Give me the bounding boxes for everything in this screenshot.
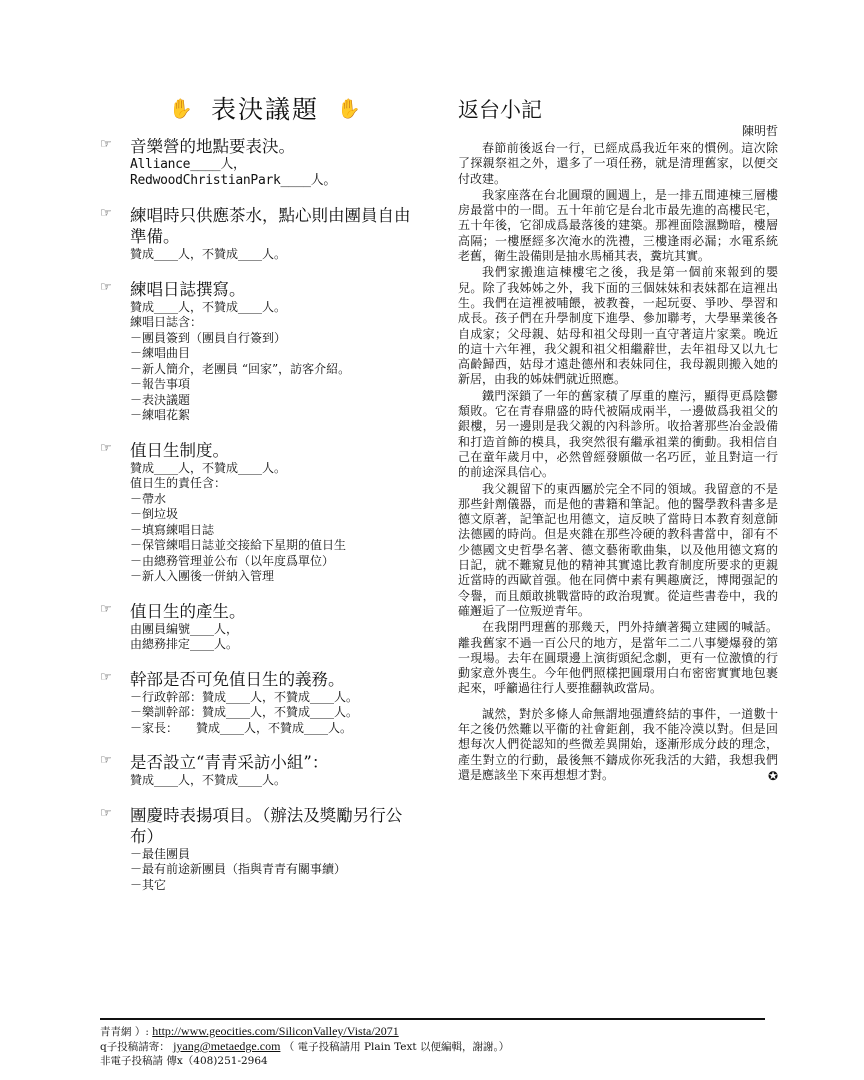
agenda-item-heading: 值日生的產生。 [130,601,246,621]
footer-fax-line: 非電子投稿請 傳x（408)251-2964 [100,1055,268,1067]
agenda-title: 表決議題 [210,95,319,124]
agenda-item-line: －表決議題 [130,392,191,407]
footer-email-note: （ 電子投稿請用 Plain Text 以便編輯，謝謝。） [283,1041,510,1053]
footer-email-line [100,1039,509,1054]
agenda-item-line: －練唱曲目 [130,346,191,360]
agenda-item-line: －最佳團員 [130,846,191,861]
agenda-item [100,136,420,189]
pointing-hand-icon: ☞ [100,279,112,295]
agenda-item-line: －團員簽到（團員自行簽到） [130,330,287,345]
agenda-item [100,752,420,789]
agenda-item-line: 贊成____人，不贊成____人。 [130,299,287,314]
agenda-item-line: －最有前途新團員（指與青青有關事續） [130,862,347,876]
agenda-item-line: 贊成____人，不贊成____人。 [130,773,287,787]
agenda-item-line: －由總務管理並公布（以年度爲單位） [130,553,335,568]
agenda-item-line: －樂訓幹部：贊成____人，不贊成____人。 [130,705,359,719]
agenda-item-line: 練唱日誌含： [130,315,203,329]
article-paragraph: 鐵門深鎖了一年的舊家積了厚重的塵污，顯得更爲陰鬱頹敗。它在青春鼎盛的時代被隔成兩半，一邊做爲我祖父的銀樓，另一邊則是我父親的內科診所。收拾著那些冶金設備和打造首飾的模具，我突然很有繼承祖業的衝動。我相信自己在童年歲月中，必然曾經發願做一名巧匠，並且對這一行的前途深具信心。 [458,388,778,480]
agenda-item-line: －倒垃圾 [130,507,179,521]
pointing-hand-icon: ☞ [100,440,112,456]
agenda-item-line: Alliance____人， [130,157,246,172]
agenda-item [100,805,420,894]
agenda-item-heading: 練唱時只供應茶水，點心則由團員自由準備。 [130,206,411,246]
article-paragraph: 在我閉門理舊的那幾天，門外持續著獨立建國的喊話。離我舊家不過一百公尺的地方，是當年二二八事變爆發的第一現場。去年在圓環邊上演街頭紀念劇，更有一位激憤的行動家意外喪生。今年他們照樣把圓環用白布密密實實地包裹起來，呼籲過往行人要推翻執政當局。 [458,620,778,696]
article-paragraph: 我家座落在台北圓環的圓週上，是一排五間連棟三層樓房最當中的一間。五十年前它是台北市最先進的高樓民宅，五十年後，它卻成爲最落後的建築。那裡面陰濕黝暗，樓層高隔；一樓歷經多次淹水的洗禮，三樓逢雨必漏；水電系統老舊，衛生設備則是抽水馬桶其表，糞坑其實。 [458,187,778,264]
agenda-item-line: 贊成____人，不贊成____人。 [130,460,287,475]
footer-site-link[interactable]: http://www.geocities.com/SiliconValley/Vista/2071 [152,1024,399,1038]
pointing-hand-icon: ☞ [100,669,112,685]
article-paragraph: 春節前後返台一行，已經成爲我近年來的慣例。這次除了探親祭祖之外，還多了一項任務，就是清理舊家，以便交付改建。 [458,141,778,186]
footer-site-line [100,1024,509,1039]
pointing-hand-icon: ☞ [100,753,112,768]
agenda-item-heading: 是否設立“青青采訪小組”： [130,753,329,772]
agenda-item-heading: 練唱日誌撰寫。 [130,279,246,299]
article-column [458,88,778,783]
pointing-hand-icon: ☞ [100,137,112,152]
agenda-item-line: －新人入團後一併納入管理 [130,569,275,583]
pointing-hand-icon: ☞ [100,601,112,617]
article-paragraph: 誠然，對於多條人命無謂地强遭終結的事件，一道數十年之後仍然難以平衞的社會鉅創，我不能冷漠以對。但是回想每次人們從認知的些微差異開始，逐漸形成分歧的理念，產生對立的行動，最後無不鑄成你死我活的大錯，我想我們還是應該坐下來再想想才對。 [458,706,778,782]
agenda-item-line: －新人簡介，老團員 “回家”，訪客介紹。 [130,361,351,376]
agenda-item-heading: 值日生制度。 [130,440,229,460]
agenda-list [100,136,420,893]
agenda-item [100,205,420,263]
agenda-item [100,440,420,585]
agenda-item [100,601,420,653]
agenda-item-line: 值日生的責任含： [130,476,227,490]
agenda-item [100,279,420,424]
raised-hand-icon: ✋ [169,97,193,120]
article-paragraph: 我們家搬進這棟樓宅之後，我是第一個前來報到的嬰兒。除了我姊姊之外，我下面的三個妹妹和表妹都在這裡出生。我們在這裡被哺餵，被教養，一起玩耍、爭吵、學習和成長。孩子們在升學制度下進學、參加聯考，大學畢業後各自成家；父母親、姑母和祖父母則一直守著這片家業。晚近的這十六年裡，我父親和祖父相繼辭世，去年祖母又以九七高齡歸西，姑母才遠赴德州和表妹同住，我母親則搬入她的新居，由我的姊妹們就近照應。 [458,265,778,387]
agenda-item-line: －練唱花絮 [130,408,191,422]
agenda-column [100,88,420,909]
agenda-item-line: －填寫練唱日誌 [130,522,215,537]
agenda-item-heading: 團慶時表揚項目。（辦法及獎勵另行公布） [130,805,403,846]
article-author: 陳明哲 [741,124,778,138]
article-title: 返台小記 [458,98,542,122]
raised-hand-icon: ✋ [337,97,361,120]
footer-site-label: 青青網 ）: [100,1026,149,1038]
agenda-item-line: RedwoodChristianPark____人。 [130,173,337,188]
agenda-item-line: －其它 [130,877,167,892]
agenda-item-heading: 音樂營的地點要表決。 [130,137,295,156]
agenda-item-line: －帶水 [130,491,167,506]
footer-email-link[interactable]: jyang@metaedge.com [173,1039,281,1053]
agenda-item-heading: 幹部是否可免值日生的義務。 [130,669,345,689]
agenda-title-row [110,88,420,128]
agenda-item [100,669,420,737]
end-mark-icon: ✪ [767,769,778,784]
agenda-item-line: 由總務排定____人。 [130,637,239,651]
agenda-item-line: －報告事項 [130,377,191,391]
agenda-item-line: －保管練唱日誌並交接給下星期的值日生 [130,538,347,552]
pointing-hand-icon: ☞ [100,206,112,221]
agenda-item-line: －行政幹部：贊成____人，不贊成____人。 [130,689,359,704]
footer [100,1024,509,1068]
footer-divider [100,1018,765,1020]
agenda-item-line: －家長： 贊成____人，不贊成____人。 [130,720,353,735]
footer-email-label: q子投稿請寄： [100,1041,170,1053]
pointing-hand-icon: ☞ [100,805,112,821]
article-paragraph: 我父親留下的東西屬於完全不同的領域。我留意的不是那些針劑儀器，而是他的書籍和筆記。他的醫學教科書多是德文原著，記筆記也用德文，這反映了當時日本教育刻意師法德國的時尚。但是夾雜在那些冷硬的教科書當中，卻有不少德國文史哲學名著、德文藝術歌曲集，以及他用德文寫的日記，就不難窺見他的精神其實遠比教育制度所要求的更親近當時的西歐首强。他在同儕中素有興趣廣泛，博聞强記的令譽，而且頗敢挑戰當時的政治現實。從這些書卷中，我的確邂逅了一位叛逆青年。 [458,481,778,618]
agenda-item-line: 由團員編號____人， [130,621,239,636]
agenda-item-line: 贊成____人，不贊成____人。 [130,247,287,261]
